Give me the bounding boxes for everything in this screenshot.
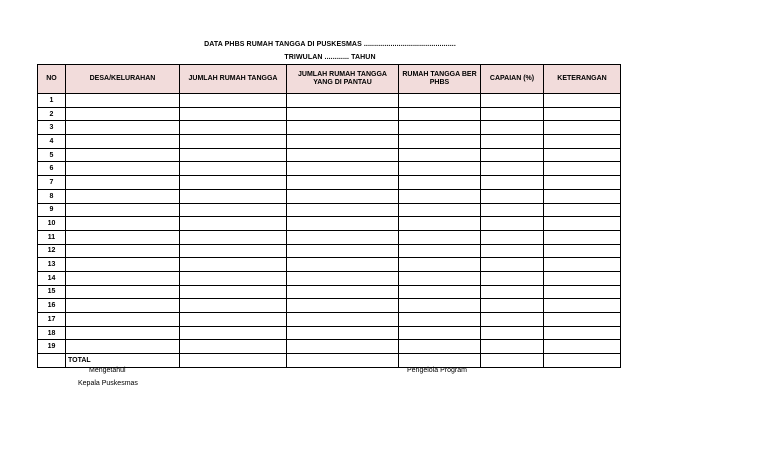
empty-cell bbox=[481, 354, 544, 368]
empty-cell bbox=[481, 121, 544, 135]
empty-cell bbox=[481, 135, 544, 149]
empty-cell bbox=[399, 121, 481, 135]
empty-cell bbox=[287, 162, 399, 176]
empty-cell bbox=[544, 326, 621, 340]
header-no: NO bbox=[38, 65, 66, 94]
empty-cell bbox=[399, 217, 481, 231]
row-number: 8 bbox=[38, 189, 66, 203]
row-number: 13 bbox=[38, 258, 66, 272]
table-row bbox=[38, 313, 621, 327]
row-number: 1 bbox=[38, 94, 66, 108]
empty-cell bbox=[481, 340, 544, 354]
empty-cell bbox=[287, 313, 399, 327]
empty-cell bbox=[399, 313, 481, 327]
empty-cell bbox=[180, 176, 287, 190]
row-number: 3 bbox=[38, 121, 66, 135]
total-label: TOTAL bbox=[66, 354, 180, 368]
table-row bbox=[38, 176, 621, 190]
empty-cell bbox=[544, 299, 621, 313]
empty-cell bbox=[481, 162, 544, 176]
table-row bbox=[38, 258, 621, 272]
row-number: 6 bbox=[38, 162, 66, 176]
row-number: 19 bbox=[38, 340, 66, 354]
empty-cell bbox=[287, 189, 399, 203]
empty-cell bbox=[180, 189, 287, 203]
table-header-row bbox=[38, 65, 621, 94]
empty-cell bbox=[180, 299, 287, 313]
row-number: 2 bbox=[38, 107, 66, 121]
empty-cell bbox=[66, 135, 180, 149]
empty-cell bbox=[481, 203, 544, 217]
empty-cell bbox=[287, 326, 399, 340]
empty-cell bbox=[481, 271, 544, 285]
empty-cell bbox=[66, 258, 180, 272]
empty-cell bbox=[544, 340, 621, 354]
empty-cell bbox=[544, 230, 621, 244]
empty-cell bbox=[180, 107, 287, 121]
empty-cell bbox=[399, 135, 481, 149]
empty-cell bbox=[544, 107, 621, 121]
empty-cell bbox=[481, 244, 544, 258]
empty-cell bbox=[180, 162, 287, 176]
table-row bbox=[38, 203, 621, 217]
table-row bbox=[38, 299, 621, 313]
empty-cell bbox=[287, 354, 399, 368]
empty-cell bbox=[66, 340, 180, 354]
row-number: 16 bbox=[38, 299, 66, 313]
empty-cell bbox=[180, 135, 287, 149]
table-row bbox=[38, 135, 621, 149]
empty-cell bbox=[544, 354, 621, 368]
empty-cell bbox=[544, 244, 621, 258]
table-row bbox=[38, 285, 621, 299]
empty-cell bbox=[66, 326, 180, 340]
empty-cell bbox=[399, 299, 481, 313]
empty-cell bbox=[66, 148, 180, 162]
row-number: 4 bbox=[38, 135, 66, 149]
empty-cell bbox=[481, 285, 544, 299]
empty-cell bbox=[180, 244, 287, 258]
empty-cell bbox=[399, 285, 481, 299]
empty-cell bbox=[66, 244, 180, 258]
table-row bbox=[38, 326, 621, 340]
empty-cell bbox=[399, 326, 481, 340]
table-row bbox=[38, 121, 621, 135]
empty-cell bbox=[66, 121, 180, 135]
empty-cell bbox=[399, 162, 481, 176]
empty-cell bbox=[66, 203, 180, 217]
signature-mengetahui: Mengetahui bbox=[89, 367, 126, 374]
empty-cell bbox=[399, 258, 481, 272]
row-number: 10 bbox=[38, 217, 66, 231]
row-number: 18 bbox=[38, 326, 66, 340]
empty-cell bbox=[481, 217, 544, 231]
empty-cell bbox=[66, 107, 180, 121]
empty-cell bbox=[544, 203, 621, 217]
empty-cell bbox=[481, 230, 544, 244]
document-title: DATA PHBS RUMAH TANGGA DI PUSKESMAS ............................................. bbox=[204, 41, 456, 48]
empty-cell bbox=[180, 271, 287, 285]
empty-cell bbox=[66, 299, 180, 313]
empty-cell bbox=[180, 258, 287, 272]
empty-cell bbox=[287, 217, 399, 231]
empty-cell bbox=[287, 340, 399, 354]
empty-cell bbox=[66, 94, 180, 108]
empty-cell bbox=[544, 135, 621, 149]
empty-cell bbox=[544, 217, 621, 231]
header-desa-kelurahan: DESA/KELURAHAN bbox=[66, 65, 180, 94]
table-row bbox=[38, 244, 621, 258]
document-subtitle: TRIWULAN ............ TAHUN bbox=[284, 54, 376, 61]
signature-kepala-puskesmas: Kepala Puskesmas bbox=[78, 380, 138, 387]
empty-cell bbox=[544, 162, 621, 176]
empty-cell bbox=[66, 313, 180, 327]
empty-cell bbox=[399, 176, 481, 190]
empty-cell bbox=[180, 340, 287, 354]
empty-cell bbox=[399, 94, 481, 108]
empty-cell bbox=[287, 203, 399, 217]
empty-cell bbox=[180, 94, 287, 108]
empty-cell bbox=[38, 354, 66, 368]
empty-cell bbox=[544, 121, 621, 135]
empty-cell bbox=[399, 189, 481, 203]
empty-cell bbox=[287, 176, 399, 190]
empty-cell bbox=[399, 230, 481, 244]
row-number: 5 bbox=[38, 148, 66, 162]
row-number: 9 bbox=[38, 203, 66, 217]
empty-cell bbox=[544, 148, 621, 162]
empty-cell bbox=[66, 230, 180, 244]
empty-cell bbox=[544, 313, 621, 327]
empty-cell bbox=[399, 271, 481, 285]
empty-cell bbox=[481, 148, 544, 162]
total-row bbox=[38, 354, 621, 368]
empty-cell bbox=[481, 326, 544, 340]
empty-cell bbox=[287, 148, 399, 162]
empty-cell bbox=[399, 107, 481, 121]
table-row bbox=[38, 340, 621, 354]
header-jumlah-dipantau: JUMLAH RUMAH TANGGA YANG DI PANTAU bbox=[287, 65, 399, 94]
empty-cell bbox=[66, 271, 180, 285]
empty-cell bbox=[180, 285, 287, 299]
phbs-data-table bbox=[37, 64, 621, 368]
empty-cell bbox=[180, 313, 287, 327]
empty-cell bbox=[180, 326, 287, 340]
header-jumlah-rumah-tangga: JUMLAH RUMAH TANGGA bbox=[180, 65, 287, 94]
empty-cell bbox=[399, 148, 481, 162]
empty-cell bbox=[287, 121, 399, 135]
empty-cell bbox=[481, 258, 544, 272]
signature-pengelola-program: Pengelola Program bbox=[407, 367, 467, 374]
empty-cell bbox=[287, 299, 399, 313]
empty-cell bbox=[544, 94, 621, 108]
empty-cell bbox=[180, 217, 287, 231]
empty-cell bbox=[180, 121, 287, 135]
empty-cell bbox=[66, 162, 180, 176]
header-rumah-tangga-ber-phbs: RUMAH TANGGA BER PHBS bbox=[399, 65, 481, 94]
empty-cell bbox=[287, 230, 399, 244]
empty-cell bbox=[180, 148, 287, 162]
table-row bbox=[38, 217, 621, 231]
table-row bbox=[38, 94, 621, 108]
empty-cell bbox=[287, 271, 399, 285]
empty-cell bbox=[287, 285, 399, 299]
table-row bbox=[38, 230, 621, 244]
empty-cell bbox=[544, 285, 621, 299]
empty-cell bbox=[481, 313, 544, 327]
table-row bbox=[38, 107, 621, 121]
empty-cell bbox=[544, 176, 621, 190]
row-number: 12 bbox=[38, 244, 66, 258]
empty-cell bbox=[180, 230, 287, 244]
empty-cell bbox=[399, 203, 481, 217]
header-capaian: CAPAIAN (%) bbox=[481, 65, 544, 94]
row-number: 11 bbox=[38, 230, 66, 244]
empty-cell bbox=[66, 217, 180, 231]
row-number: 14 bbox=[38, 271, 66, 285]
row-number: 7 bbox=[38, 176, 66, 190]
empty-cell bbox=[66, 176, 180, 190]
row-number: 15 bbox=[38, 285, 66, 299]
empty-cell bbox=[544, 189, 621, 203]
empty-cell bbox=[481, 176, 544, 190]
empty-cell bbox=[287, 107, 399, 121]
empty-cell bbox=[399, 340, 481, 354]
empty-cell bbox=[544, 271, 621, 285]
table-row bbox=[38, 189, 621, 203]
table-row bbox=[38, 148, 621, 162]
empty-cell bbox=[481, 189, 544, 203]
empty-cell bbox=[544, 258, 621, 272]
empty-cell bbox=[287, 258, 399, 272]
empty-cell bbox=[399, 354, 481, 368]
empty-cell bbox=[287, 244, 399, 258]
empty-cell bbox=[481, 107, 544, 121]
empty-cell bbox=[287, 135, 399, 149]
empty-cell bbox=[481, 299, 544, 313]
empty-cell bbox=[180, 354, 287, 368]
header-keterangan: KETERANGAN bbox=[544, 65, 621, 94]
row-number: 17 bbox=[38, 313, 66, 327]
empty-cell bbox=[66, 189, 180, 203]
table-row bbox=[38, 271, 621, 285]
table-row bbox=[38, 162, 621, 176]
empty-cell bbox=[180, 203, 287, 217]
empty-cell bbox=[481, 94, 544, 108]
empty-cell bbox=[66, 285, 180, 299]
empty-cell bbox=[287, 94, 399, 108]
empty-cell bbox=[399, 244, 481, 258]
